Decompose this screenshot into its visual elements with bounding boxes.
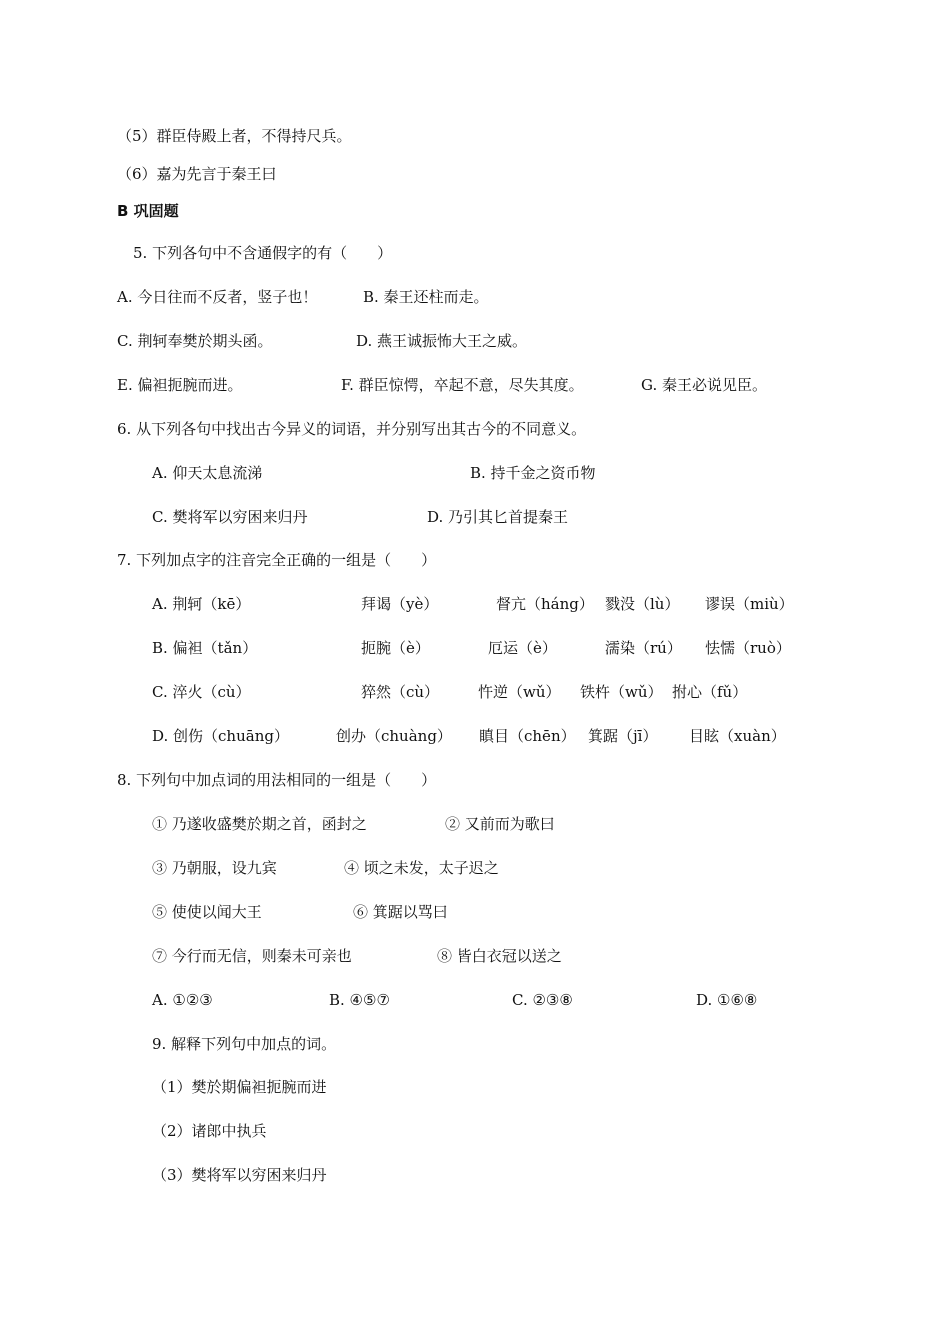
- question-6: 6. 从下列各句中找出古今异义的词语，并分别写出其古今的不同意义。: [117, 420, 587, 438]
- question-7-b-word-5: 怯懦（ruò）: [705, 639, 791, 657]
- question-7-b-word-1: B. 偏袒（tǎn）: [152, 639, 258, 657]
- question-7-b-word-3: 厄运（è）: [488, 639, 557, 657]
- question-8-option-d: D. ①⑥⑧: [696, 991, 758, 1009]
- question-8-sentence-3: ③ 乃朝服，设九宾: [152, 859, 277, 877]
- question-7-a-word-2: 拜谒（yè）: [361, 595, 439, 613]
- question-9-item-2: （2）诸郎中执兵: [152, 1122, 267, 1140]
- question-6-option-c: C. 樊将军以穷困来归丹: [152, 508, 308, 526]
- question-6-option-b: B. 持千金之资币物: [470, 464, 596, 482]
- question-5: 5. 下列各句中不含通假字的有（ ）: [133, 244, 393, 262]
- question-7-c-word-4: 铁杵（wǔ）: [580, 683, 663, 701]
- question-5-option-e: E. 偏袒扼腕而进。: [117, 376, 243, 394]
- question-7-a-word-3: 督亢（háng）: [496, 595, 594, 613]
- question-7-c-word-2: 猝然（cù）: [361, 683, 440, 701]
- question-8-sentence-2: ② 又前而为歌曰: [445, 815, 555, 833]
- question-5-option-b: B. 秦王还柱而走。: [363, 288, 489, 306]
- question-7-c-word-3: 忤逆（wǔ）: [478, 683, 561, 701]
- question-9: 9. 解释下列句中加点的词。: [152, 1035, 337, 1053]
- question-7-c-word-1: C. 淬火（cù）: [152, 683, 251, 701]
- question-7-a-word-1: A. 荆轲（kē）: [152, 595, 251, 613]
- question-5-option-d: D. 燕王诚振怖大王之威。: [356, 332, 528, 350]
- question-9-item-3: （3）樊将军以穷困来归丹: [152, 1166, 327, 1184]
- question-8-sentence-8: ⑧ 皆白衣冠以送之: [437, 947, 562, 965]
- question-9-item-1: （1）樊於期偏袒扼腕而进: [152, 1078, 327, 1096]
- question-8: 8. 下列句中加点词的用法相同的一组是（ ）: [117, 771, 437, 789]
- question-8-option-c: C. ②③⑧: [512, 991, 573, 1009]
- question-7-d-word-3: 瞋目（chēn）: [479, 727, 576, 745]
- question-7-b-word-2: 扼腕（è）: [361, 639, 430, 657]
- question-7-a-word-4: 戮没（lù）: [605, 595, 680, 613]
- question-7-a-word-5: 谬误（miù）: [705, 595, 794, 613]
- question-5-option-g: G. 秦王必说见臣。: [641, 376, 767, 394]
- question-7-d-word-2: 创办（chuàng）: [336, 727, 452, 745]
- question-8-option-b: B. ④⑤⑦: [329, 991, 390, 1009]
- question-8-sentence-6: ⑥ 箕踞以骂曰: [353, 903, 448, 921]
- section-heading: B 巩固题: [117, 202, 179, 220]
- question-8-sentence-4: ④ 顷之未发，太子迟之: [344, 859, 499, 877]
- question-5-option-a: A. 今日往而不反者，竖子也！: [117, 288, 318, 306]
- question-7-d-word-5: 目眩（xuàn）: [689, 727, 786, 745]
- answer-item-5: （5）群臣侍殿上者，不得持尺兵。: [117, 127, 352, 145]
- question-7-c-word-5: 拊心（fǔ）: [672, 683, 748, 701]
- answer-item-6: （6）嘉为先言于秦王曰: [117, 165, 277, 183]
- question-8-sentence-5: ⑤ 使使以闻大王: [152, 903, 262, 921]
- question-7: 7. 下列加点字的注音完全正确的一组是（ ）: [117, 551, 437, 569]
- question-8-sentence-7: ⑦ 今行而无信，则秦未可亲也: [152, 947, 352, 965]
- question-5-option-f: F. 群臣惊愕，卒起不意，尽失其度。: [341, 376, 584, 394]
- question-6-option-d: D. 乃引其匕首提秦王: [427, 508, 569, 526]
- question-7-b-word-4: 濡染（rú）: [605, 639, 682, 657]
- question-7-d-word-4: 箕踞（jī）: [588, 727, 658, 745]
- question-5-option-c: C. 荆轲奉樊於期头函。: [117, 332, 273, 350]
- question-8-sentence-1: ① 乃遂收盛樊於期之首，函封之: [152, 815, 367, 833]
- question-7-d-word-1: D. 创伤（chuāng）: [152, 727, 289, 745]
- question-6-option-a: A. 仰天太息流涕: [152, 464, 263, 482]
- question-8-option-a: A. ①②③: [152, 991, 213, 1009]
